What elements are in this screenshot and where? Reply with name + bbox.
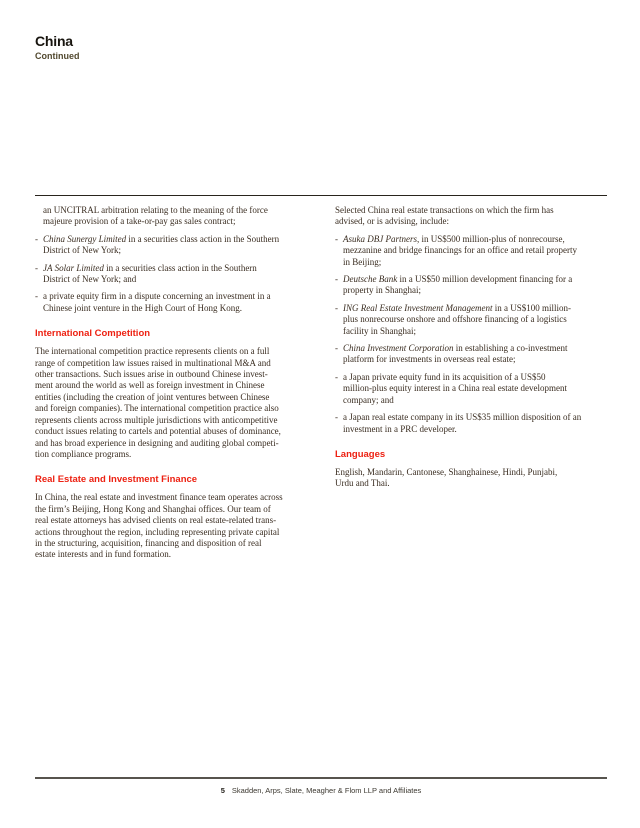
- paragraph: In China, the real estate and investment finance team operates across the firm’s Beijing, Hong Kong and Shanghai offices. Our team of real estate attorneys has advised clients on real estate-related trans- actions throughout the region, including representing private capital in the structuring, acquisition, financing and disposition of real estate interests and in fund formation.: [35, 492, 283, 560]
- paragraph: an UNCITRAL arbitration relating to the meaning of the force majeure provision of a take-or-pay gas sales contract;: [43, 205, 268, 227]
- bullet-dash: -: [335, 302, 338, 313]
- column-right: [335, 205, 607, 567]
- bullet-dash: -: [335, 233, 338, 244]
- bullet-item: - a Japan real estate company in its US$35 million disposition of an investment in a PRC developer.: [335, 412, 582, 434]
- content-area: [35, 195, 607, 567]
- entity-name: JA Solar Limited: [43, 262, 104, 273]
- bullet-dash: -: [335, 274, 338, 285]
- paragraph: English, Mandarin, Cantonese, Shanghainese, Hindi, Punjabi, Urdu and Thai.: [335, 466, 558, 489]
- section-heading: International Competition: [35, 328, 151, 340]
- page-number: 5: [220, 786, 225, 795]
- bullet-dash: -: [335, 412, 338, 423]
- page-footer: [35, 777, 607, 795]
- bullet-dash: -: [35, 262, 38, 273]
- page-title: China: [35, 33, 73, 49]
- entity-name: Asuka DBJ Partners: [343, 233, 417, 244]
- entity-name: ING Real Estate Investment Management: [343, 302, 493, 313]
- bullet-dash: -: [335, 343, 338, 354]
- column-left: [35, 205, 307, 567]
- bullet-item: - Deutsche Bank in a US$50 million development financing for a property in Shanghai;: [335, 274, 573, 296]
- paragraph: Selected China real estate transactions on which the firm has advised, or is advising, include:: [335, 205, 554, 227]
- bullet-item: - ING Real Estate Investment Management in a US$100 million- plus nonrecourse onshore and offshore financing of a logistics facility in Shanghai;: [335, 302, 571, 336]
- bullet-dash: -: [335, 371, 338, 382]
- paragraph: The international competition practice represents clients on a full range of competition law issues raised in multinational M&A and other transactions. Such issues arise in outbound Chinese invest- ment around the world as well as foreign investment in Chinese entities (including the creation of joint ventures between Chinese and foreign companies). The international competition practice also represents clients across multiple jurisdictions with anticompetitive conduct issues relating to cartels and potential abuses of dominance, and has broad experience in designing and auditing global competi- tion compliance programs.: [35, 346, 281, 459]
- bullet-item: - China Investment Corporation in establishing a co-investment platform for investments in overseas real estate;: [335, 343, 568, 365]
- page-subtitle: Continued: [35, 51, 80, 61]
- bullet-item: - a private equity firm in a dispute concerning an investment in a Chinese joint venture in the High Court of Hong Kong.: [35, 291, 271, 313]
- bullet-dash: -: [35, 233, 38, 244]
- entity-name: Deutsche Bank: [343, 274, 398, 285]
- section-heading: Real Estate and Investment Finance: [35, 474, 198, 486]
- footer-text: Skadden, Arps, Slate, Meagher & Flom LLP and Affiliates: [231, 786, 422, 795]
- entity-name: China Investment Corporation: [343, 343, 454, 354]
- entity-name: China Sunergy Limited: [43, 233, 127, 244]
- section-heading: Languages: [335, 448, 386, 460]
- bullet-item: - JA Solar Limited in a securities class action in the Southern District of New York; and: [35, 262, 257, 285]
- bullet-item: - China Sunergy Limited in a securities class action in the Southern District of New York;: [35, 233, 280, 256]
- bullet-item: - Asuka DBJ Partners, in US$500 million-plus of nonrecourse, mezzanine and bridge financings for an office and retail property in Beijing;: [335, 233, 577, 267]
- bullet-item: - a Japan private equity fund in its acquisition of a US$50 million-plus equity interest in a China real estate development company; and: [335, 371, 567, 405]
- bullet-dash: -: [35, 291, 38, 302]
